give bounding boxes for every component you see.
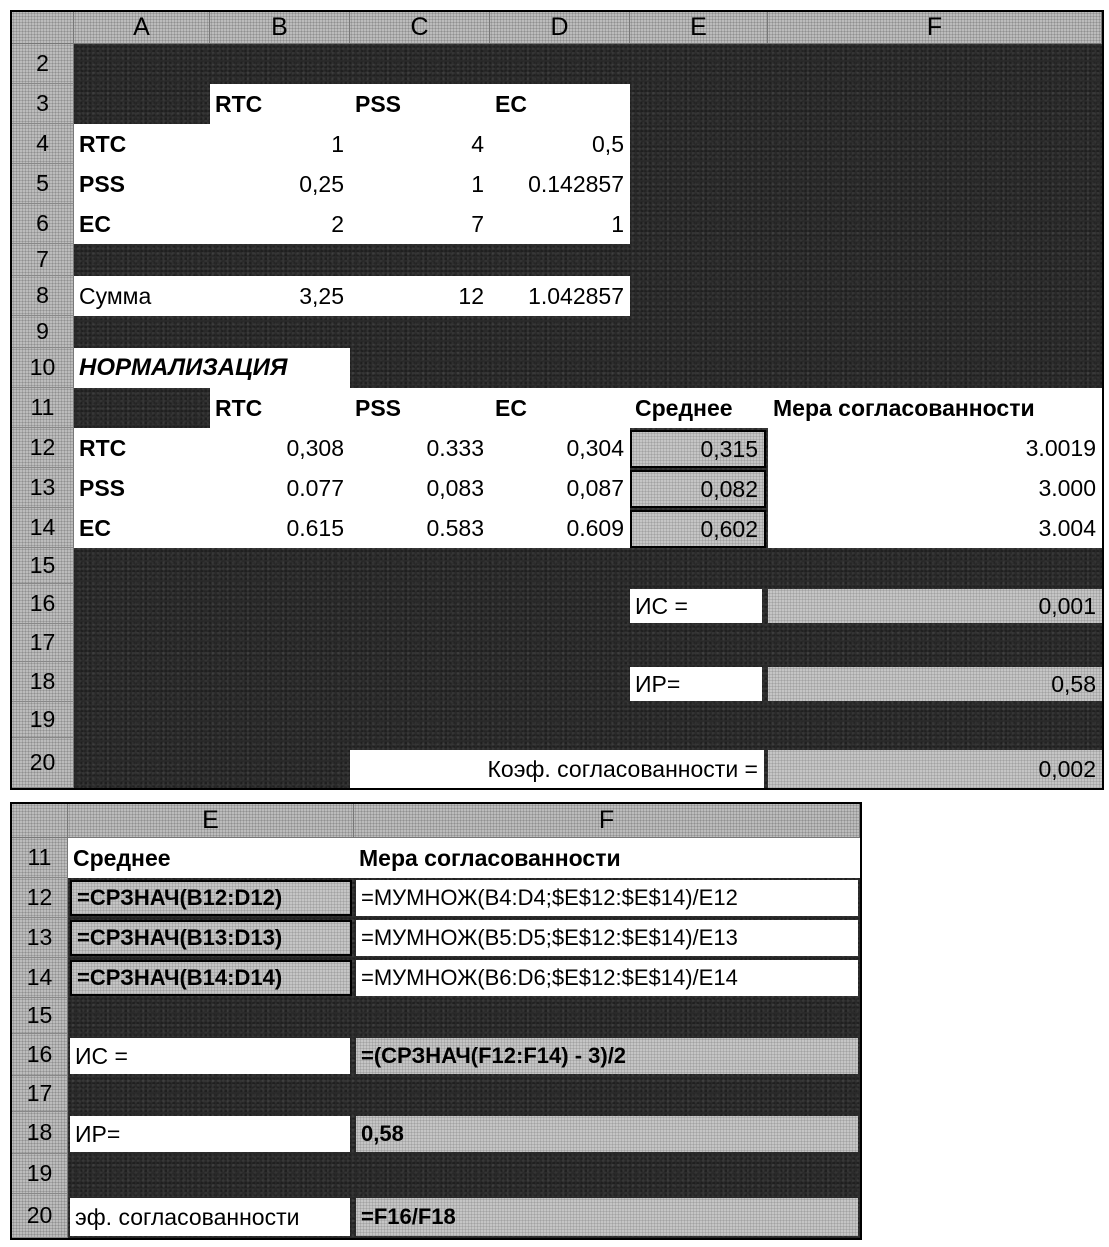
row-header-4[interactable]: 4 [12,124,74,164]
average-cell[interactable]: 0,315 [630,430,766,468]
column-header-f[interactable]: F [354,804,860,838]
consistency-index-value[interactable]: 0,001 [768,589,1102,623]
average-cell[interactable]: 0,082 [630,470,766,508]
norm-cell[interactable]: 0.615 [210,508,350,548]
average-header[interactable]: Среднее [68,838,354,878]
row-header-20[interactable]: 20 [12,1194,68,1238]
row-header-13[interactable]: 13 [12,468,74,508]
row-header-9[interactable]: 9 [12,316,74,348]
row-header-15[interactable]: 15 [12,998,68,1034]
matrix-cell[interactable]: 1 [210,124,350,164]
row-header-11[interactable]: 11 [12,838,68,878]
consistency-measure-header[interactable]: Мера согласованности [354,838,860,878]
column-header-c[interactable]: C [350,12,490,44]
sum-label[interactable]: Сумма [74,276,210,316]
matrix-col-header-pss[interactable]: PSS [350,84,490,124]
row-header-15[interactable]: 15 [12,548,74,584]
norm-row-label[interactable]: RTC [74,428,210,468]
norm-row-label[interactable]: EC [74,508,210,548]
column-header-e[interactable]: E [630,12,768,44]
row-header-8[interactable]: 8 [12,276,74,316]
matrix-cell[interactable]: 4 [350,124,490,164]
row-header-18[interactable]: 18 [12,662,74,702]
column-header-b[interactable]: B [210,12,350,44]
random-index-value[interactable]: 0,58 [768,667,1102,701]
consistency-measure-cell[interactable]: 3.000 [768,468,1102,508]
average-formula-cell[interactable]: =СРЗНАЧ(B13:D13) [70,920,352,956]
column-header-d[interactable]: D [490,12,630,44]
column-header-a[interactable]: A [74,12,210,44]
sum-cell[interactable]: 12 [350,276,490,316]
row-header-19[interactable]: 19 [12,1154,68,1194]
row-header-6[interactable]: 6 [12,204,74,244]
row-header-17[interactable]: 17 [12,624,74,662]
norm-cell[interactable]: 0.077 [210,468,350,508]
consistency-ratio-value[interactable]: 0,002 [768,750,1102,788]
sum-cell[interactable]: 3,25 [210,276,350,316]
consistency-ratio-label[interactable]: Коэф. согласованности = [350,750,764,788]
matrix-cell[interactable]: 0.142857 [490,164,630,204]
consistency-measure-header[interactable]: Мера согласованности [768,388,1102,428]
matrix-row-label[interactable]: EC [74,204,210,244]
average-formula-cell[interactable]: =СРЗНАЧ(B14:D14) [70,960,352,996]
norm-cell[interactable]: 0.609 [490,508,630,548]
row-header-5[interactable]: 5 [12,164,74,204]
consistency-measure-cell[interactable]: 3.004 [768,508,1102,548]
normalization-title[interactable]: НОРМАЛИЗАЦИЯ [74,348,350,388]
consistency-index-formula[interactable]: =(СРЗНАЧ(F12:F14) - 3)/2 [356,1038,858,1074]
row-header-14[interactable]: 14 [12,958,68,998]
spreadsheet-top [10,10,1104,790]
row-header-14[interactable]: 14 [12,508,74,548]
norm-col-header-rtc[interactable]: RTC [210,388,350,428]
row-header-16[interactable]: 16 [12,1034,68,1076]
row-header-2[interactable]: 2 [12,44,74,84]
matrix-cell[interactable]: 1 [490,204,630,244]
matrix-cell[interactable]: 1 [350,164,490,204]
norm-cell[interactable]: 0.583 [350,508,490,548]
consistency-ratio-formula[interactable]: =F16/F18 [356,1198,858,1236]
row-header-3[interactable]: 3 [12,84,74,124]
select-all-corner[interactable] [12,804,68,838]
consistency-measure-cell[interactable]: 3.0019 [768,428,1102,468]
row-header-17[interactable]: 17 [12,1076,68,1112]
spreadsheet-formulas [10,802,862,1240]
norm-cell[interactable]: 0.333 [350,428,490,468]
random-index-label[interactable]: ИР= [70,1116,350,1152]
row-header-12[interactable]: 12 [12,878,68,918]
matrix-col-header-rtc[interactable]: RTC [210,84,350,124]
random-index-label[interactable]: ИР= [630,667,762,701]
random-index-value[interactable]: 0,58 [356,1116,858,1152]
row-header-20[interactable]: 20 [12,738,74,788]
consistency-index-label[interactable]: ИС = [70,1038,350,1074]
matrix-cell[interactable]: 0,25 [210,164,350,204]
row-header-12[interactable]: 12 [12,428,74,468]
norm-cell[interactable]: 0,087 [490,468,630,508]
norm-cell[interactable]: 0,304 [490,428,630,468]
matrix-cell[interactable]: 2 [210,204,350,244]
norm-cell[interactable]: 0,308 [210,428,350,468]
row-header-18[interactable]: 18 [12,1112,68,1154]
matrix-row-label[interactable]: PSS [74,164,210,204]
norm-col-header-ec[interactable]: EC [490,388,630,428]
matrix-col-header-ec[interactable]: EC [490,84,630,124]
select-all-corner[interactable] [12,12,74,44]
matrix-cell[interactable]: 0,5 [490,124,630,164]
consistency-ratio-label[interactable]: эф. согласованности [70,1198,350,1236]
measure-formula-cell[interactable]: =МУМНОЖ(B6:D6;$E$12:$E$14)/E14 [356,960,858,996]
measure-formula-cell[interactable]: =МУМНОЖ(B4:D4;$E$12:$E$14)/E12 [356,880,858,916]
row-header-11[interactable]: 11 [12,388,74,428]
row-header-16[interactable]: 16 [12,584,74,624]
average-cell[interactable]: 0,602 [630,510,766,548]
average-header[interactable]: Среднее [630,388,768,428]
norm-row-label[interactable]: PSS [74,468,210,508]
measure-formula-cell[interactable]: =МУМНОЖ(B5:D5;$E$12:$E$14)/E13 [356,920,858,956]
matrix-cell[interactable]: 7 [350,204,490,244]
row-header-13[interactable]: 13 [12,918,68,958]
row-header-19[interactable]: 19 [12,702,74,738]
sum-cell[interactable]: 1.042857 [490,276,630,316]
column-header-f[interactable]: F [768,12,1102,44]
norm-cell[interactable]: 0,083 [350,468,490,508]
average-formula-cell[interactable]: =СРЗНАЧ(B12:D12) [70,880,352,916]
consistency-index-label[interactable]: ИС = [630,589,762,623]
row-header-7[interactable]: 7 [12,244,74,276]
norm-col-header-pss[interactable]: PSS [350,388,490,428]
row-header-10[interactable]: 10 [12,348,74,388]
matrix-row-label[interactable]: RTC [74,124,210,164]
column-header-e[interactable]: E [68,804,354,838]
